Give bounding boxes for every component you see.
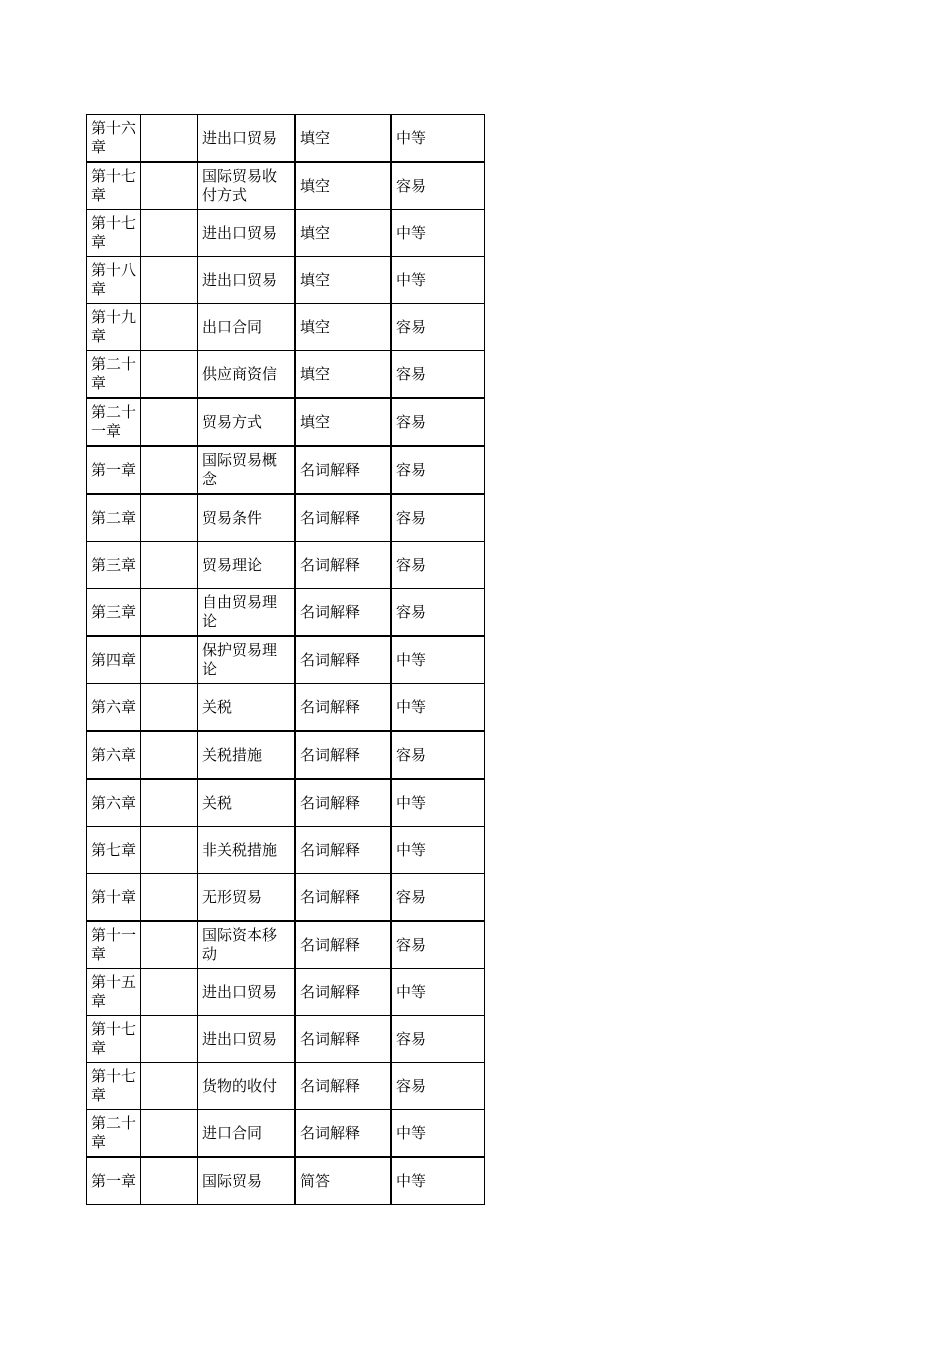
blank-cell xyxy=(141,494,198,542)
topic-cell: 国际贸易 xyxy=(198,1157,296,1205)
difficulty-cell: 中等 xyxy=(391,827,485,874)
topic-cell: 关税措施 xyxy=(198,731,296,779)
table-row xyxy=(87,1016,485,1063)
question-type-cell: 名词解释 xyxy=(295,636,391,684)
question-type-cell: 填空 xyxy=(295,115,391,163)
blank-cell xyxy=(141,779,198,827)
chapter-cell: 第四章 xyxy=(87,636,141,684)
topic-cell: 出口合同 xyxy=(198,304,296,351)
question-type-cell: 名词解释 xyxy=(295,1110,391,1158)
difficulty-cell: 中等 xyxy=(391,210,485,257)
blank-cell xyxy=(141,969,198,1016)
topic-cell: 关税 xyxy=(198,779,296,827)
blank-cell xyxy=(141,731,198,779)
table-row xyxy=(87,636,485,684)
chapter-cell: 第二章 xyxy=(87,494,141,542)
table-row xyxy=(87,1110,485,1158)
blank-cell xyxy=(141,921,198,969)
table-row xyxy=(87,351,485,399)
topic-cell: 进出口贸易 xyxy=(198,257,296,304)
chapter-cell: 第三章 xyxy=(87,542,141,589)
difficulty-cell: 中等 xyxy=(391,969,485,1016)
blank-cell xyxy=(141,827,198,874)
blank-cell xyxy=(141,1063,198,1110)
table-row xyxy=(87,494,485,542)
question-type-cell: 名词解释 xyxy=(295,1063,391,1110)
topic-cell: 贸易条件 xyxy=(198,494,296,542)
table-row xyxy=(87,115,485,163)
chapter-cell: 第二十一章 xyxy=(87,398,141,446)
chapter-cell: 第十七章 xyxy=(87,210,141,257)
chapter-cell: 第七章 xyxy=(87,827,141,874)
chapter-cell: 第六章 xyxy=(87,684,141,732)
chapter-cell: 第十七章 xyxy=(87,1016,141,1063)
blank-cell xyxy=(141,636,198,684)
chapter-cell: 第二十章 xyxy=(87,351,141,399)
table-row xyxy=(87,969,485,1016)
topic-cell: 贸易理论 xyxy=(198,542,296,589)
difficulty-cell: 容易 xyxy=(391,589,485,637)
table-row xyxy=(87,257,485,304)
difficulty-cell: 容易 xyxy=(391,1063,485,1110)
question-type-cell: 名词解释 xyxy=(295,589,391,637)
question-type-cell: 名词解释 xyxy=(295,921,391,969)
blank-cell xyxy=(141,874,198,922)
blank-cell xyxy=(141,162,198,210)
question-type-cell: 名词解释 xyxy=(295,684,391,732)
blank-cell xyxy=(141,1110,198,1158)
topic-cell: 自由贸易理论 xyxy=(198,589,296,637)
question-type-cell: 填空 xyxy=(295,210,391,257)
blank-cell xyxy=(141,542,198,589)
chapter-cell: 第十九章 xyxy=(87,304,141,351)
question-table-body xyxy=(87,115,485,1205)
chapter-cell: 第二十章 xyxy=(87,1110,141,1158)
question-type-cell: 名词解释 xyxy=(295,779,391,827)
blank-cell xyxy=(141,210,198,257)
blank-cell xyxy=(141,257,198,304)
chapter-cell: 第十五章 xyxy=(87,969,141,1016)
difficulty-cell: 中等 xyxy=(391,636,485,684)
question-table xyxy=(86,114,485,1205)
table-row xyxy=(87,398,485,446)
chapter-cell: 第六章 xyxy=(87,779,141,827)
chapter-cell: 第一章 xyxy=(87,446,141,494)
difficulty-cell: 容易 xyxy=(391,304,485,351)
question-type-cell: 填空 xyxy=(295,257,391,304)
table-row xyxy=(87,210,485,257)
table-row xyxy=(87,779,485,827)
chapter-cell: 第十一章 xyxy=(87,921,141,969)
blank-cell xyxy=(141,589,198,637)
difficulty-cell: 中等 xyxy=(391,257,485,304)
blank-cell xyxy=(141,1016,198,1063)
question-type-cell: 填空 xyxy=(295,351,391,399)
table-row xyxy=(87,731,485,779)
difficulty-cell: 容易 xyxy=(391,162,485,210)
blank-cell xyxy=(141,115,198,163)
table-row xyxy=(87,1157,485,1205)
topic-cell: 货物的收付 xyxy=(198,1063,296,1110)
blank-cell xyxy=(141,304,198,351)
topic-cell: 无形贸易 xyxy=(198,874,296,922)
question-type-cell: 名词解释 xyxy=(295,494,391,542)
difficulty-cell: 容易 xyxy=(391,731,485,779)
topic-cell: 进出口贸易 xyxy=(198,969,296,1016)
blank-cell xyxy=(141,446,198,494)
table-row xyxy=(87,304,485,351)
chapter-cell: 第十七章 xyxy=(87,1063,141,1110)
topic-cell: 国际贸易收付方式 xyxy=(198,162,296,210)
difficulty-cell: 容易 xyxy=(391,494,485,542)
question-type-cell: 名词解释 xyxy=(295,874,391,922)
difficulty-cell: 容易 xyxy=(391,1016,485,1063)
question-type-cell: 填空 xyxy=(295,162,391,210)
difficulty-cell: 容易 xyxy=(391,921,485,969)
blank-cell xyxy=(141,398,198,446)
difficulty-cell: 中等 xyxy=(391,684,485,732)
table-row xyxy=(87,827,485,874)
blank-cell xyxy=(141,351,198,399)
table-row xyxy=(87,874,485,922)
difficulty-cell: 容易 xyxy=(391,446,485,494)
difficulty-cell: 中等 xyxy=(391,1110,485,1158)
chapter-cell: 第十八章 xyxy=(87,257,141,304)
topic-cell: 进出口贸易 xyxy=(198,115,296,163)
topic-cell: 国际资本移动 xyxy=(198,921,296,969)
topic-cell: 供应商资信 xyxy=(198,351,296,399)
question-type-cell: 名词解释 xyxy=(295,827,391,874)
question-type-cell: 名词解释 xyxy=(295,969,391,1016)
chapter-cell: 第十七章 xyxy=(87,162,141,210)
difficulty-cell: 容易 xyxy=(391,874,485,922)
table-row xyxy=(87,542,485,589)
topic-cell: 贸易方式 xyxy=(198,398,296,446)
table-row xyxy=(87,921,485,969)
difficulty-cell: 中等 xyxy=(391,1157,485,1205)
difficulty-cell: 容易 xyxy=(391,398,485,446)
question-type-cell: 名词解释 xyxy=(295,731,391,779)
question-type-cell: 简答 xyxy=(295,1157,391,1205)
topic-cell: 进口合同 xyxy=(198,1110,296,1158)
table-row xyxy=(87,684,485,732)
table-row xyxy=(87,446,485,494)
chapter-cell: 第十章 xyxy=(87,874,141,922)
difficulty-cell: 容易 xyxy=(391,351,485,399)
blank-cell xyxy=(141,684,198,732)
question-type-cell: 填空 xyxy=(295,304,391,351)
question-type-cell: 名词解释 xyxy=(295,542,391,589)
table-row xyxy=(87,162,485,210)
chapter-cell: 第六章 xyxy=(87,731,141,779)
table-row xyxy=(87,589,485,637)
question-type-cell: 名词解释 xyxy=(295,446,391,494)
topic-cell: 国际贸易概念 xyxy=(198,446,296,494)
chapter-cell: 第三章 xyxy=(87,589,141,637)
topic-cell: 非关税措施 xyxy=(198,827,296,874)
blank-cell xyxy=(141,1157,198,1205)
difficulty-cell: 容易 xyxy=(391,542,485,589)
difficulty-cell: 中等 xyxy=(391,115,485,163)
table-row xyxy=(87,1063,485,1110)
difficulty-cell: 中等 xyxy=(391,779,485,827)
topic-cell: 关税 xyxy=(198,684,296,732)
question-type-cell: 填空 xyxy=(295,398,391,446)
question-type-cell: 名词解释 xyxy=(295,1016,391,1063)
topic-cell: 保护贸易理论 xyxy=(198,636,296,684)
topic-cell: 进出口贸易 xyxy=(198,1016,296,1063)
chapter-cell: 第十六章 xyxy=(87,115,141,163)
chapter-cell: 第一章 xyxy=(87,1157,141,1205)
topic-cell: 进出口贸易 xyxy=(198,210,296,257)
